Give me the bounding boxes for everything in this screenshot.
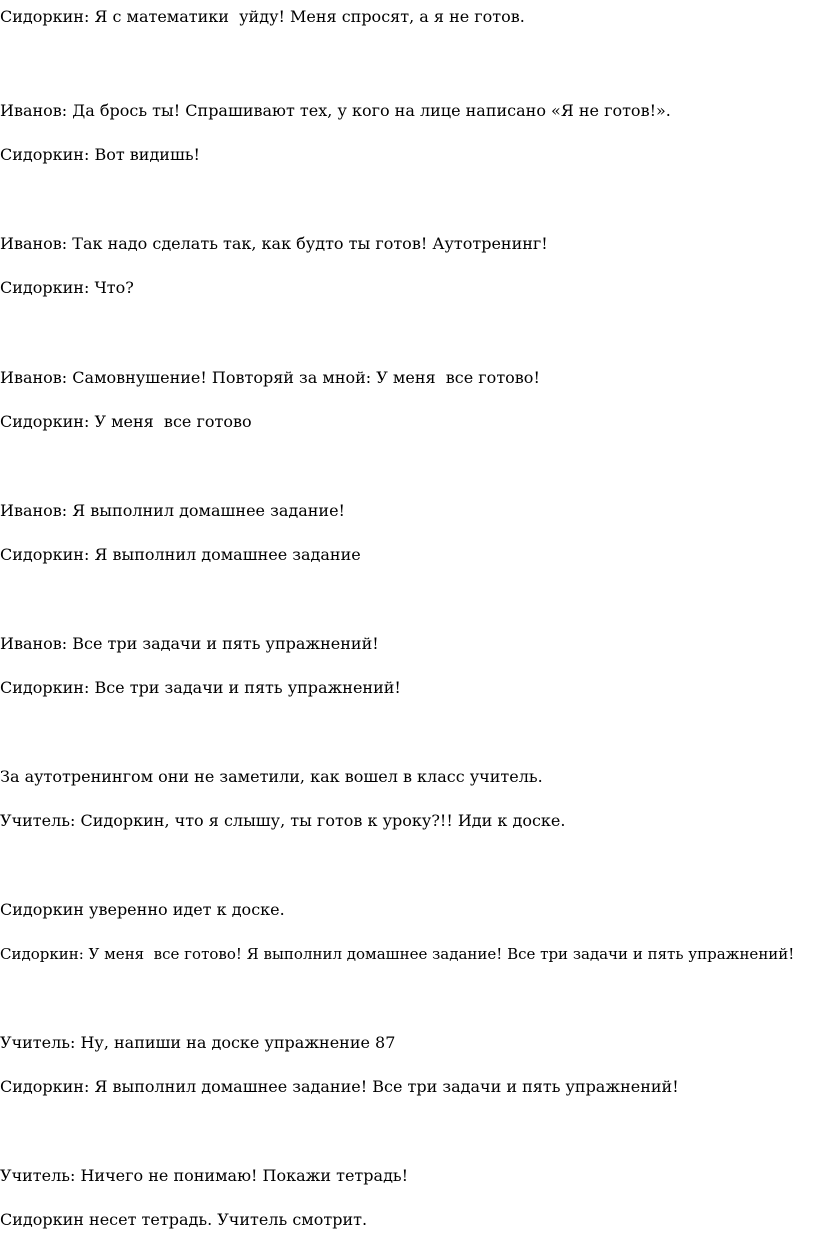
dialogue-line: Сидоркин: Я выполнил домашнее задание (0, 545, 361, 564)
dialogue-line: Сидоркин: Я выполнил домашнее задание! Все три задачи и пять упражнений! (0, 1077, 679, 1096)
dialogue-line: Иванов: Самовнушение! Повторяй за мной: У меня все готово! (0, 368, 540, 387)
dialogue-line: Иванов: Все три задачи и пять упражнений! (0, 634, 379, 653)
dialogue-line: Сидоркин: Все три задачи и пять упражнений! (0, 678, 401, 697)
narration-line: Сидоркин уверенно идет к доске. (0, 900, 285, 919)
dialogue-line: Учитель: Ничего не понимаю! Покажи тетрадь! (0, 1166, 409, 1185)
dialogue-line: Сидоркин: У меня все готово! Я выполнил домашнее задание! Все три задачи и пять упражнений! (0, 945, 795, 963)
dialogue-line: Учитель: Ну, напиши на доске упражнение 87 (0, 1033, 396, 1052)
dialogue-line: Иванов: Так надо сделать так, как будто ты готов! Аутотренинг! (0, 234, 548, 253)
dialogue-line: Сидоркин: Вот видишь! (0, 145, 200, 164)
narration-line: Сидоркин несет тетрадь. Учитель смотрит. (0, 1210, 368, 1229)
dialogue-line: Учитель: Сидоркин, что я слышу, ты готов к уроку?!! Иди к доске. (0, 811, 566, 830)
narration-line: За аутотренингом они не заметили, как вошел в класс учитель. (0, 767, 543, 786)
dialogue-line: Иванов: Да брось ты! Спрашивают тех, у кого на лице написано «Я не готов!». (0, 101, 671, 120)
dialogue-line: Сидоркин: Что? (0, 278, 134, 297)
dialogue-line: Иванов: Я выполнил домашнее задание! (0, 501, 345, 520)
dialogue-line: Сидоркин: Я с математики уйду! Меня спросят, а я не готов. (0, 7, 525, 26)
dialogue-line: Сидоркин: У меня все готово (0, 412, 252, 431)
